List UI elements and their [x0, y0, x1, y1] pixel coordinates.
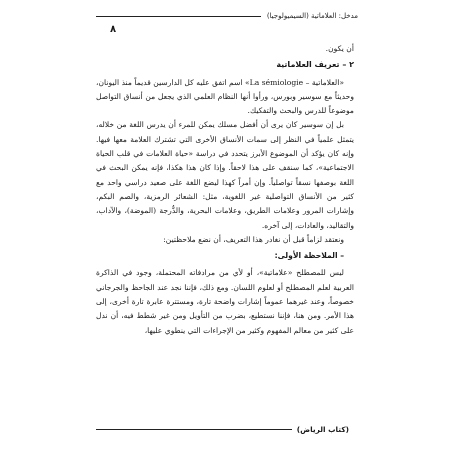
opening-line: أن يكون.	[325, 44, 354, 53]
paragraph-2: بل إن سوسير كان يرى أن أفضل مسلك يمكن للمرء أن يدرس اللغة من خلاله، يتمثل علمياً في النظر إلى سمات الأنساق الأخرى التي تشترك العلامة معها فيها. وإنه كان يؤكد أن الموضوع الأبرز يتحدد في دراسة «حياة العلامات في قلب الحياة الاجتماعية»، كما سنقف على هذا لاحقاً. وإذا كان هذا هكذا، فإنه يمكن البحث في اللغة بوصفها نسقاً تواصلياً. وإن أمراً كهذا ليضع اللغة على صعيد دراسي واحد مع كثير من الأنساق التواصلية غير اللغوية، مثل: الشعائر الرمزية، والصم البكم، وإشارات المرور وعلامات الطريق، وعلامات البحرية، والدُّرجة (الموضة)، والآداب، والتقاليد، والعادات، إلى آخره.	[96, 120, 354, 230]
page-body	[96, 42, 354, 338]
running-header-title: مدخل: العلاماتية (السيميولوجيا)	[266, 12, 358, 20]
note-heading: – الملاحظة الأولى:	[274, 251, 344, 261]
note-paragraph: ليس للمصطلح «علاماتية»، أو لأي من مرادفاته المحتملة، وجود في الذاكرة العربية لعلم المصطلح أو لعلوم اللسان. ومع ذلك، فإننا نجد عند الجاحظ والجرجاني خصوصاً، وعند غيرهما عموماً إشارات واضحة تارة، ومستترة عابرة تارة أخرى، إلى هذا الأمر. ومن هنا، فإننا نستطيع، بضرب من التأويل ومن غير شطط فيه، أن ندل على كثير من معالم المفهوم وكثير من الإجراءات التي ينطوي عليها،	[96, 268, 354, 335]
footer-rule	[96, 429, 292, 430]
page-number: ٨	[110, 24, 117, 35]
running-header	[96, 8, 364, 24]
paragraph-1: «العلاماتية – La sémiologie» اسم اتفق عليه كل الدارسين قديماً منذ اليونان، وحديثاً مع سوسير وبورس، ورأوا أنها النظام العلمي الذي يجعل من أنساق التواصل موضوعاً للدرس والبحث والتفكيك.	[96, 77, 354, 116]
footer-label: (كتاب الرياض)	[296, 424, 349, 434]
paragraph-3: ونعتقد لزاماً قبل أن نغادر هذا التعريف، أن نضع ملاحظتين:	[163, 234, 344, 244]
header-rule	[96, 16, 261, 17]
section-heading: ٢ – تعريف العلاماتية	[276, 60, 354, 70]
running-footer	[96, 421, 354, 437]
